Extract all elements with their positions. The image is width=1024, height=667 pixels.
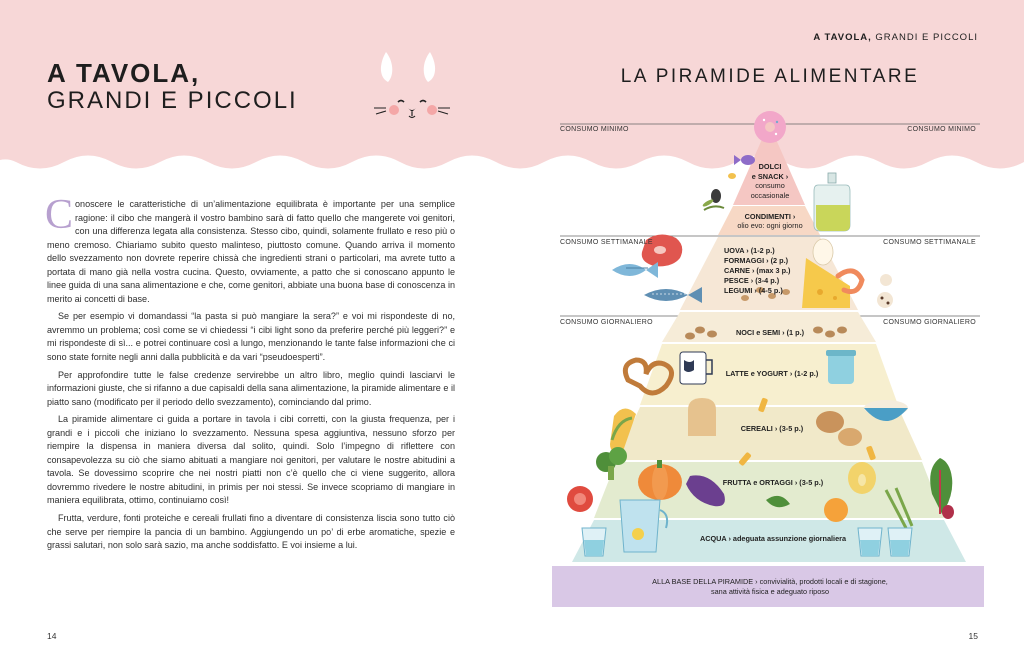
bread-icon [688,398,716,436]
oil-bottle-icon [814,173,850,231]
bunny-icon [368,48,454,128]
running-head [813,32,978,43]
tier-carne: CARNE › (max 3 p.) [724,266,791,275]
page-title [47,60,298,113]
tier-dolci-line1: DOLCI [758,162,782,171]
apple-icon [848,462,876,494]
egg-icon [813,239,833,265]
paragraph-1 [45,192,455,306]
tier-condimenti-line2: olio evo: ogni giorno [737,221,803,230]
dropcap: C [45,192,74,238]
tier-base-line1: ALLA BASE DELLA PIRAMIDE › convivialità, prodotti locali e di stagione, [652,577,888,586]
paragraph-5: Frutta, verdure, fonti proteiche e cereali frullati fino a diventare di consistenza liscia sono tutto ciò che serve per riempire la pancia di un bambino. Aggiungendo un po’ di erbe aromatiche, spezie e grassi salutari, non solo sarà sazio, ma anche soddisfatto. E voi insieme a lui. [47,513,455,551]
running-head-bold: A TAVOLA, [813,32,872,43]
tier-proteine [724,246,814,296]
paragraph-2: Se per esempio vi domandassi “la pasta si può mangiare la sera?” e voi mi rispondeste di no, avremmo un problema; così come se vi chiedessi “i cibi light sono da preferire perché più leggeri?” e mi rispondeste di sì... e potrei continuare così a lungo, menzionando le tante false informazioni che ci sono state fornite negli anni dalla pubblicità e da vari “pseudoesperti”. [47,311,455,363]
water-glass-icon [582,528,606,556]
tier-noci: NOCI e SEMI › (1 p.) [735,328,805,337]
tier-acqua: ACQUA › adeguata assunzione giornaliera [699,534,847,543]
level-minimo-left: CONSUMO MINIMO [560,126,629,133]
tier-dolci-line3: consumo [755,181,785,190]
tier-condimenti [722,212,818,230]
level-giornaliero-right: CONSUMO GIORNALIERO [883,319,976,326]
tier-dolci [736,162,804,200]
tier-latte: LATTE e YOGURT › (1-2 p.) [725,369,819,378]
body-text [45,192,455,557]
tomato-icon [567,486,593,512]
level-settimanale-right: CONSUMO SETTIMANALE [883,239,976,246]
pyramid-title: LA PIRAMIDE ALIMENTARE [620,66,920,87]
page-number-right: 15 [968,631,978,641]
tier-base-line2: sana attività fisica e adeguato riposo [710,587,830,596]
title-bold: A TAVOLA, [47,58,201,88]
cookie-icon [877,274,893,308]
tier-base [560,577,980,597]
tier-formaggi: FORMAGGI › (2 p.) [724,256,789,265]
orange-icon [824,498,848,522]
tier-uova: UOVA › (1-2 p.) [724,246,775,255]
page-number-left: 14 [47,631,57,641]
paragraph-1-text: onoscere le caratteristiche di un’alimentazione equilibrata è importante per una semplice ragione: il cibo che mangerà il vostro bambino sarà di fatto quello che mangerete voi genitori, con una differenza legata alla consistenza. Stesso cibo, quindi, solamente frullato e reso più o meno cremoso. Chiariamo subito questo malinteso, piuttosto comune. Quando arriva il momento dello svezzamento non dovrete reperire chissà che ingredienti strani o particolari, ma avrete tutto a portata di mano già nella vostra cucina. Questo, ovviamente, a patto che si conoscano appunto le linee guida di una sana alimentazione e che, come genitori, abbiate una buona base di conoscenza in merito ai concetti di base. [47,199,455,304]
title-light: GRANDI E PICCOLI [47,87,298,114]
paragraph-4: La piramide alimentare ci guida a portare in tavola i cibi corretti, con la giusta frequenza, per i grandi e i piccoli che iniziano lo svezzamento. Nessuna spesa aggiuntiva, nessuno sforzo per riempire la dispensa in maniera diversa dal solito, quindi. Solo l’impegno di riflettere con consapevolezza su ciò che siamo abituati a mangiare noi genitori, per valutare le nostre abitudini a tavola. Se dovessimo scoprire che nei nostri piatti non c’è quello che ci viene suggerito, allora dovremmo rivedere le nostre abitudini, in primis per noi stessi. Se invece scopriamo di mangiare in maniera equilibrata, ottimo, continuiamo così! [47,414,455,506]
tier-pesce: PESCE › (3-4 p.) [724,276,780,285]
level-minimo-right: CONSUMO MINIMO [907,126,976,133]
donut-icon [754,111,786,143]
tier-cereali: CEREALI › (3-5 p.) [740,424,804,433]
olive-branch-icon [702,189,724,210]
paragraph-3: Per approfondire tutte le false credenze servirebbe un altro libro, meglio quindi lasciarvi le informazioni giuste, che si rifanno a due capisaldi della sana alimentazione, la piramide alimentare e il piatto sano (modificato per il periodo dello svezzamento), cominciando dal primo. [47,369,455,407]
tier-dolci-line2: e SNACK › [751,171,789,181]
tier-dolci-line4: occasionale [750,190,790,200]
yogurt-icon [826,350,856,384]
level-giornaliero-left: CONSUMO GIORNALIERO [560,319,653,326]
level-settimanale-left: CONSUMO SETTIMANALE [560,239,653,246]
tier-legumi: LEGUMI › (4-5 p.) [724,286,783,295]
tier-condimenti-line1: CONDIMENTI › [744,212,796,221]
running-head-light: GRANDI E PICCOLI [875,32,978,43]
tier-frutta: FRUTTA e ORTAGGI › (3-5 p.) [722,478,824,487]
